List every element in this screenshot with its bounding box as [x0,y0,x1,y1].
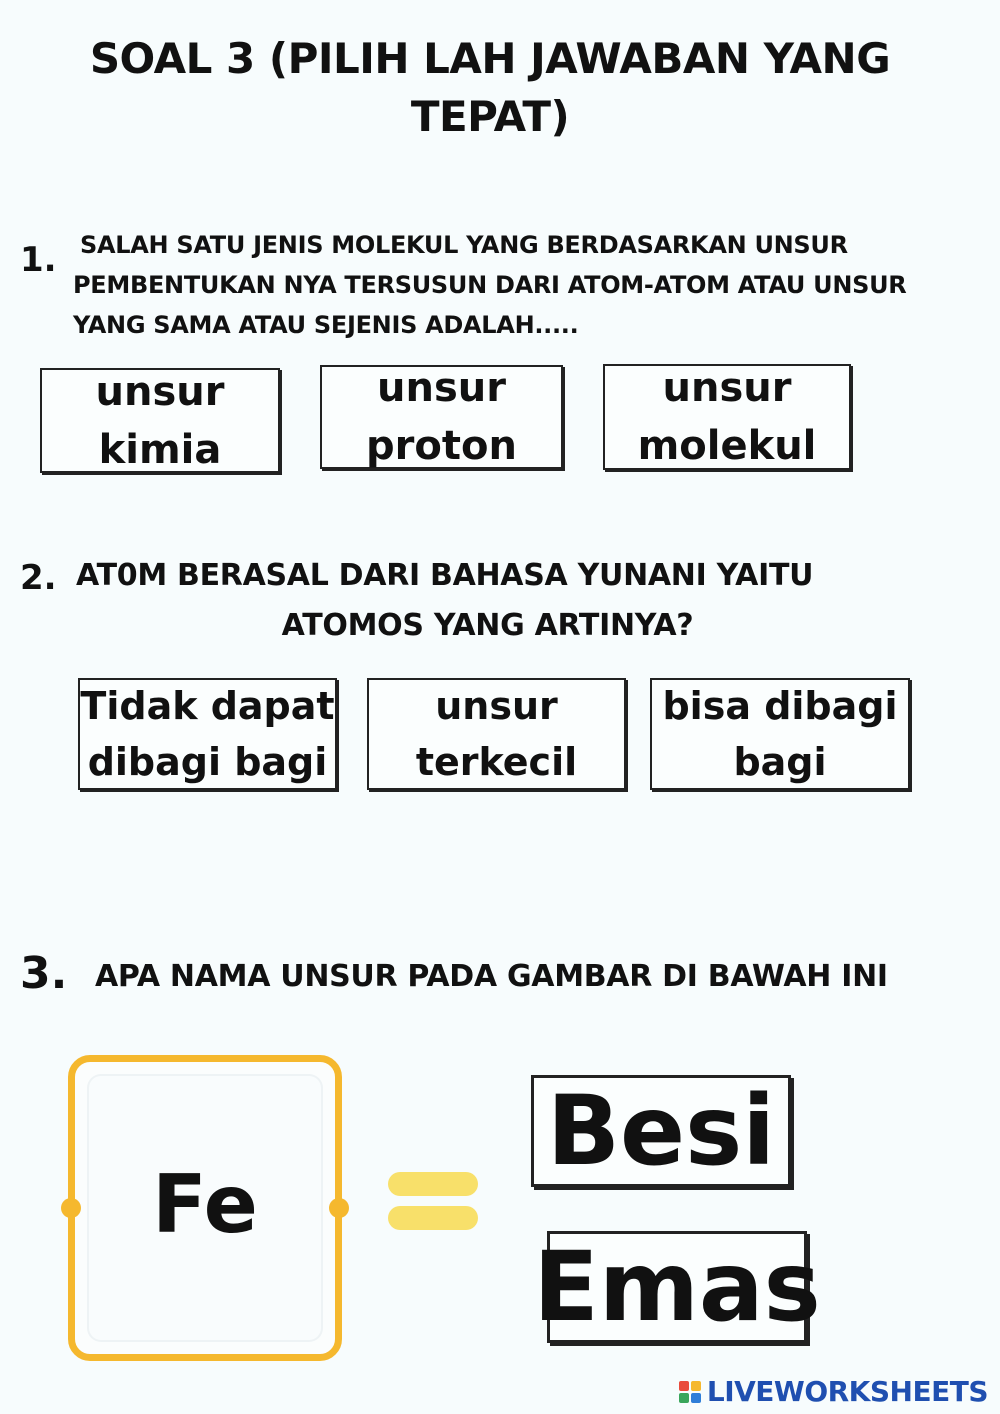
q3-answer-emas[interactable]: Emas [533,1231,821,1343]
question-1-line-2: PEMBENTUKAN NYA TERSUSUN DARI ATOM-ATOM ATAU UNSUR [73,271,907,299]
q1-option-3-line-2: molekul [637,423,817,469]
q2-option-1-line-1: Tidak dapat [80,684,335,728]
liveworksheets-logo-icon [679,1381,701,1403]
q1-option-unsur-kimia[interactable] [40,368,280,473]
card-left-dot-icon [61,1198,81,1218]
footer-brand: LIVEWORKSHEETS [706,1375,988,1408]
q2-option-3-line-2: bagi [733,740,827,784]
q1-option-1-line-1: unsur [95,368,225,415]
question-1-line-3: YANG SAMA ATAU SEJENIS ADALAH..... [73,311,579,339]
q1-option-3-line-1: unsur [662,365,792,411]
q1-option-unsur-molekul[interactable] [603,364,851,470]
q2-option-3-line-1: bisa dibagi [662,684,898,728]
q2-option-2-line-1: unsur [435,684,558,728]
question-2-line-2: ATOMOS YANG ARTINYA? [281,608,694,643]
q1-option-2-line-1: unsur [377,365,506,411]
q2-option-1-line-2: dibagi bagi [87,740,328,784]
question-1-line-1: SALAH SATU JENIS MOLEKUL YANG BERDASARKAN UNSUR [80,231,848,259]
question-2-line-1: AT0M BERASAL DARI BAHASA YUNANI YAITU [76,558,814,593]
q2-option-tidak-dapat-dibagi-bagi[interactable] [78,678,337,790]
q2-option-2-line-2: terkecil [415,740,578,784]
q1-option-unsur-proton[interactable] [320,365,563,469]
q2-option-unsur-terkecil[interactable] [367,678,626,790]
page-title: SOAL 3 (PILIH LAH JAWABAN YANG TEPAT) [89,34,891,141]
question-1-number: 1. [20,240,57,280]
question-3-number: 3. [20,948,68,999]
element-symbol: Fe [152,1158,258,1251]
question-3-line-1: APA NAMA UNSUR PADA GAMBAR DI BAWAH INI [95,959,888,994]
q3-answer-besi[interactable]: Besi [531,1075,791,1187]
card-right-dot-icon [329,1198,349,1218]
footer-logo [679,1375,988,1408]
q1-option-1-line-2: kimia [98,426,222,473]
q1-option-2-line-2: proton [366,423,517,469]
question-2-number: 2. [20,558,57,598]
element-card [68,1055,342,1361]
q2-option-bisa-dibagi-bagi[interactable] [650,678,910,790]
